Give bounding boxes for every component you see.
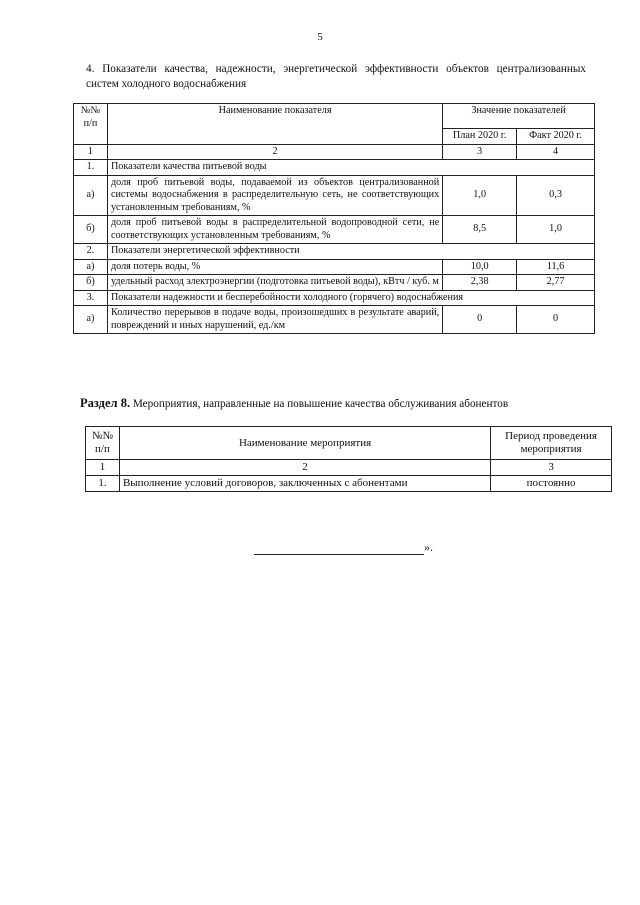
header-period: Период проведения мероприятия — [491, 427, 612, 460]
group-row — [74, 244, 595, 260]
column-number: 4 — [517, 144, 595, 160]
column-number: 2 — [119, 460, 490, 476]
section-4-title: 4. Показатели качества, надежности, энергетической эффективности объектов централизованных систем холодного водоснабжения — [86, 63, 586, 90]
header-measure-name: Наименование мероприятия — [119, 427, 490, 460]
header-values: Значение показателей — [443, 104, 595, 129]
row-number: а) — [74, 175, 108, 216]
column-number: 3 — [491, 460, 612, 476]
indicator-row — [74, 259, 595, 275]
indicator-name: доля проб питьевой воды, подаваемой из объектов централизованной системы водоснабжения в распределительную сеть, не соответствующих установленным требованиям, % — [107, 175, 442, 216]
column-numbers-row — [74, 144, 595, 160]
group-row — [74, 290, 595, 306]
group-title: Показатели энергетической эффективности — [107, 244, 594, 260]
header-fact: Факт 2020 г. — [517, 129, 595, 145]
header-plan: План 2020 г. — [443, 129, 517, 145]
section-8-title: Мероприятия, направленные на повышение качества обслуживания абонентов — [132, 398, 509, 410]
table-body — [74, 160, 595, 334]
signature-line — [254, 540, 433, 555]
closing-mark: ». — [424, 540, 433, 554]
plan-value: 2,38 — [443, 275, 517, 291]
group-number: 3. — [74, 290, 108, 306]
fact-value: 0,3 — [517, 175, 595, 216]
group-title: Показатели надежности и бесперебойности холодного (горячего) водоснабжения — [107, 290, 594, 306]
indicator-name: доля проб питьевой воды в распределительной водопроводной сети, не соответствующих установленным требованиям, % — [107, 216, 442, 244]
page-number: 5 — [317, 31, 323, 43]
plan-value: 1,0 — [443, 175, 517, 216]
column-number: 2 — [107, 144, 442, 160]
indicator-name: удельный расход электроэнергии (подготовка питьевой воды), кВтч / куб. м — [107, 275, 442, 291]
measures-table — [85, 426, 612, 492]
plan-value: 8,5 — [443, 216, 517, 244]
indicator-row — [74, 275, 595, 291]
row-number: б) — [74, 275, 108, 291]
section-8-label: Раздел 8. — [80, 396, 131, 410]
column-numbers-row — [86, 460, 612, 476]
plan-value: 0 — [443, 306, 517, 334]
indicator-row — [74, 175, 595, 216]
group-number: 1. — [74, 160, 108, 176]
indicator-row — [74, 306, 595, 334]
section-8-heading — [80, 396, 508, 411]
plan-value: 10,0 — [443, 259, 517, 275]
row-number: а) — [74, 259, 108, 275]
column-number: 1 — [74, 144, 108, 160]
quality-indicators-table — [73, 103, 595, 334]
row-number: а) — [74, 306, 108, 334]
table-header-row — [74, 104, 595, 129]
table-header-row — [86, 427, 612, 460]
column-number: 3 — [443, 144, 517, 160]
measure-period: постоянно — [491, 476, 612, 492]
fact-value: 11,6 — [517, 259, 595, 275]
header-num: №№ п/п — [74, 104, 108, 145]
fact-value: 0 — [517, 306, 595, 334]
indicator-row — [74, 216, 595, 244]
indicator-name: Количество перерывов в подаче воды, произошедших в результате аварий, повреждений и иных нарушений, ед./км — [107, 306, 442, 334]
group-number: 2. — [74, 244, 108, 260]
indicator-name: доля потерь воды, % — [107, 259, 442, 275]
group-row — [74, 160, 595, 176]
column-number: 1 — [86, 460, 120, 476]
row-number: 1. — [86, 476, 120, 492]
header-indicator-name: Наименование показателя — [107, 104, 442, 145]
measure-name: Выполнение условий договоров, заключенных с абонентами — [119, 476, 490, 492]
fact-value: 2,77 — [517, 275, 595, 291]
measure-row — [86, 476, 612, 492]
row-number: б) — [74, 216, 108, 244]
fact-value: 1,0 — [517, 216, 595, 244]
blank-line — [254, 543, 424, 555]
group-title: Показатели качества питьевой воды — [107, 160, 594, 176]
header-num: №№ п/п — [86, 427, 120, 460]
table-body — [86, 476, 612, 492]
